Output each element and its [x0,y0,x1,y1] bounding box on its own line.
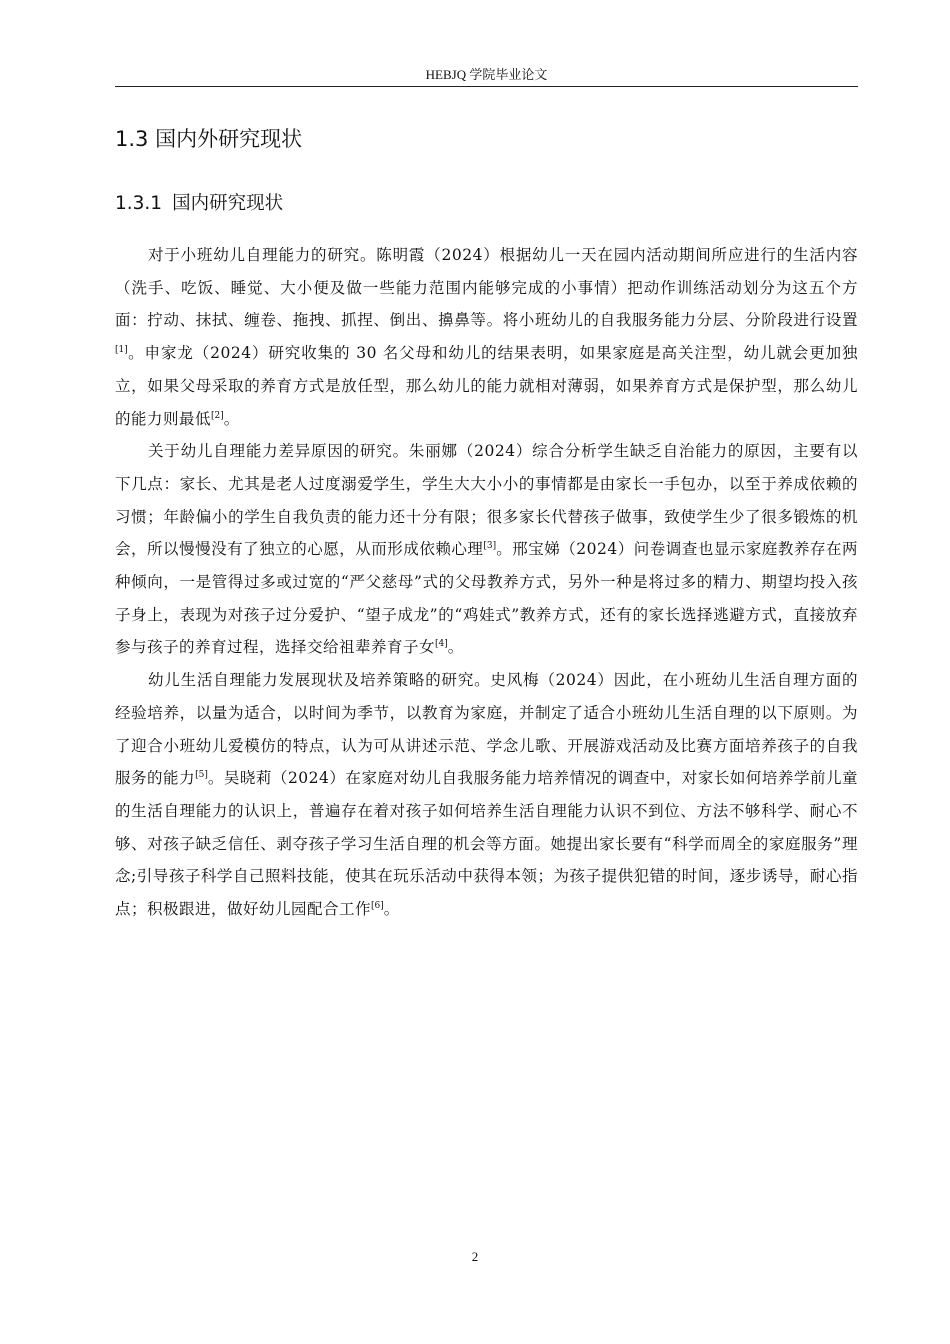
paragraph-3 [115,664,858,926]
paragraph-2 [115,435,858,664]
citation-3: [3] [483,541,497,552]
paragraph-text: 。 [223,409,240,428]
paragraph-text: 。吴晓莉（2024）在家庭对幼儿自我服务能力培养情况的调查中，对家长如何培养学前儿童的生活自理能力的认识上，普遍存在着对孩子如何培养生活自理能力认识不到位、方法不够科学、耐心不够、对孩子缺乏信任、剥夺孩子学习生活自理的机会等方面。她提出家长要有“科学而周全的家庭服务”理念;引导孩子科学自己照料技能，使其在玩乐活动中获得本领；为孩子提供犯错的时间，逐步诱导，耐心指点；积极跟进，做好幼儿园配合工作 [115,769,858,919]
paragraph-text: 。 [447,638,464,657]
page-number: 2 [471,1249,479,1264]
section-heading: 1.3 国内外研究现状 [115,127,303,151]
citation-2: [2] [211,410,224,421]
paragraph-text: 。 [383,900,400,919]
paragraph-text: 关于幼儿自理能力差异原因的研究。朱丽娜（2024）综合分析学生缺乏自治能力的原因，主要有以下几点：家长、尤其是老人过度溺爱学生，学生大大小小的事情都是由家长一手包办，以至于养成依赖的习惯；年龄偏小的学生自我负责的能力还十分有限；很多家长代替孩子做事，致使学生少了很多锻炼的机会，所以慢慢没有了独立的心愿，从而形成依赖心理 [115,442,858,559]
paragraph-text: 对于小班幼儿自理能力的研究。陈明霞（2024）根据幼儿一天在园内活动期间所应进行的生活内容（洗手、吃饭、睡觉、大小便及做一些能力范围内能够完成的小事情）把动作训练活动划分为这五个方面：拧动、抹拭、缠卷、拖拽、抓捏、倒出、擤鼻等。将小班幼儿的自我服务能力分层、分阶段进行设置 [115,246,858,330]
paragraph-text: 。申家龙（2024）研究收集的 30 名父母和幼儿的结果表明，如果家庭是高关注型，幼儿就会更加独立，如果父母采取的养育方式是放任型，那么幼儿的能力就相对薄弱，如果养育方式是保护型，那么幼儿的能力则最低 [115,344,858,428]
subsection-heading [115,190,283,218]
body-text [115,239,858,926]
citation-6: [6] [371,901,384,912]
header-rule [115,86,858,87]
citation-5: [5] [195,770,208,781]
citation-1: [1] [115,345,128,356]
citation-4: [4] [435,639,448,650]
paragraph-text: 。邢宝娣（2024）问卷调查也显示家庭教养存在两种倾向，一是管得过多或过宽的“严父慈母”式的父母教养方式，另外一种是将过多的精力、期望均投入孩子身上，表现为对孩子过分爱护、“望子成龙”的“鸡娃式”教养方式，还有的家长选择逃避方式，直接放弃参与孩子的养育过程，选择交给祖辈养育子女 [115,540,858,657]
paragraph-1 [115,239,858,435]
running-header: HEBJQ 学院毕业论文 [425,67,548,82]
subsection-number: 1.3.1 [115,193,163,214]
subsection-title: 国内研究现状 [172,193,284,214]
paragraph-text: 幼儿生活自理能力发展现状及培养策略的研究。史风梅（2024）因此，在小班幼儿生活自理方面的经验培养，以量为适合，以时间为季节，以教育为家庭，并制定了适合小班幼儿生活自理的以下原则。为了迎合小班幼儿爱模仿的特点，认为可从讲述示范、学念儿歌、开展游戏活动及比赛方面培养孩子的自我服务的能力 [115,671,858,788]
